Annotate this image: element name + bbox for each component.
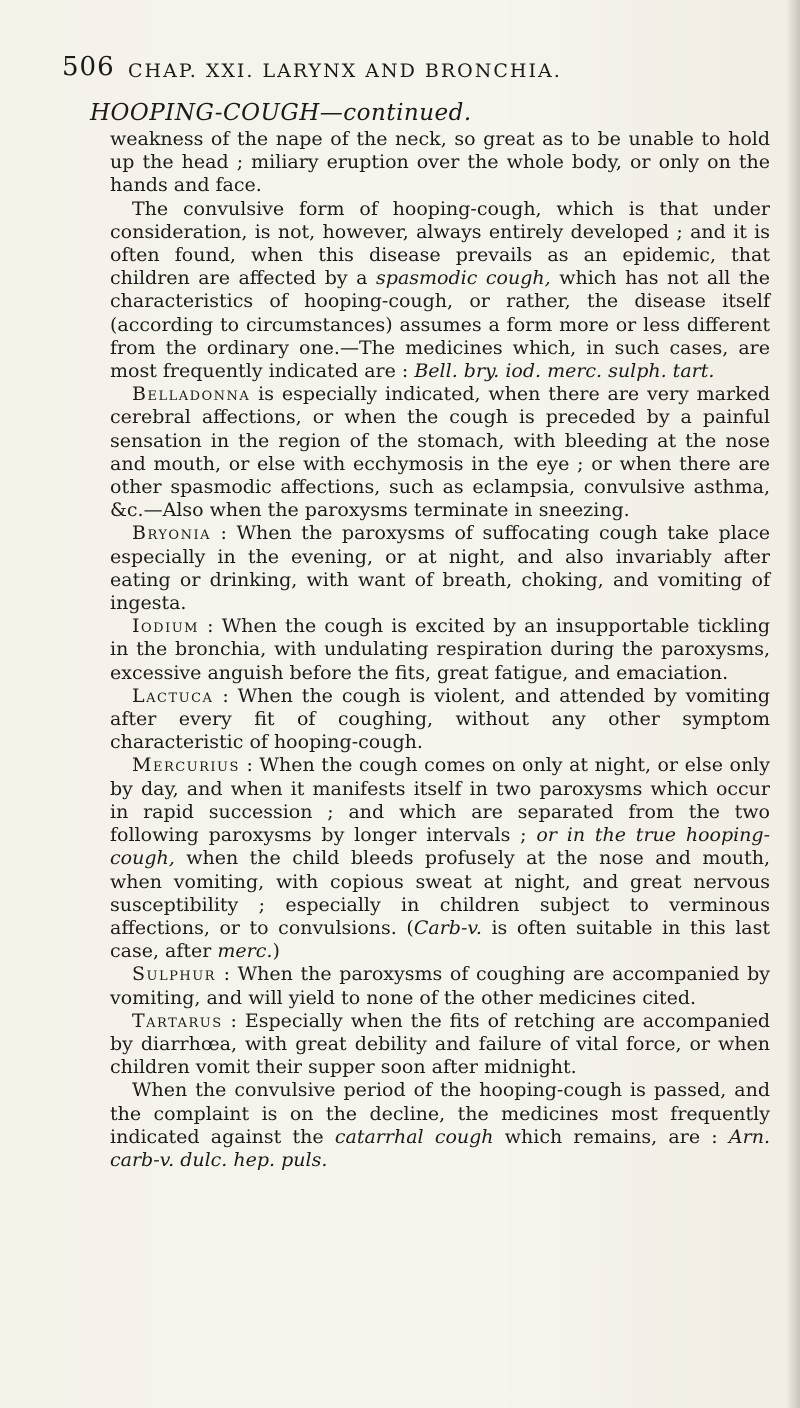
remedy-name: Sulphur [132, 963, 216, 986]
remedy-name: Tartarus [132, 1009, 223, 1032]
paragraph-tartarus: Tartarus : Especially when the fits of retching are accompanied by diarrhœa, with great debility and failure of vital force, or when children vomit their supper soon after midnight. [110, 1009, 770, 1079]
paragraph-iodium: Iodium : When the cough is excited by an insupportable tickling in the bronchia, with undulating respiration during the paroxysms, excessive anguish before the fits, great fatigue, and emaciation. [110, 615, 770, 684]
remedy-name: Bryonia [132, 522, 211, 545]
running-head: CHAP. XXI. LARYNX AND BRONCHIA. [128, 60, 562, 82]
body-text [110, 128, 770, 1172]
paragraph-lactuca: Lactuca : When the cough is violent, and attended by vomiting after every fit of coughing, without any other symptom characteristic of hooping-cough. [110, 684, 770, 754]
remedy-name: Iodium [132, 615, 199, 638]
paragraph-mercurius: Mercurius : When the cough comes on only at night, or else only by day, and when it manifests itself in two paroxysms which occur in rapid succession ; and which are separated from the two following paroxysms by longer intervals ; or in the true hooping-cough, when the child bleeds profusely at the nose and mouth, when vomiting, with copious sweat at night, and great nervous susceptibility ; especially in children subject to verminous affections, or to convulsions. (Carb-v. is often suitable in this last case, after merc.) [110, 754, 771, 963]
paragraph-continuation: weakness of the nape of the neck, so great as to be unable to hold up the head ; miliary eruption over the whole body, or only on the hands and face. [110, 128, 770, 197]
page-number: 506 [62, 52, 115, 82]
remedy-name: Lactuca [132, 684, 214, 707]
remedy-name: Belladonna [132, 383, 251, 406]
paragraph-convulsive-form: The convulsive form of hooping-cough, which is that under consideration, is not, however, always entirely developed ; and it is often found, when this disease prevails as an epidemic, that children are affected by a spasmodic cough, which has not all the characteristics of hooping-cough, or rather, the disease itself (according to circumstances) assumes a form more or less different from the ordinary one.—The medicines which, in such cases, are most frequently indicated are : Bell. bry. iod. merc. sulph. tart. [110, 197, 770, 383]
paragraph-belladonna: Belladonna is especially indicated, when there are very marked cerebral affections, or when the cough is preceded by a painful sensation in the region of the stomach, with bleeding at the nose and mouth, or else with ecchymosis in the eye ; or when there are other spasmodic affections, such as eclampsia, convulsive asthma, &c.—Also when the paroxysms terminate in sneezing. [110, 383, 770, 522]
paragraph-sulphur: Sulphur : When the paroxysms of coughing are accompanied by vomiting, and will yield to none of the other medicines cited. [110, 963, 770, 1009]
section-title: HOOPING-COUGH—continued. [90, 100, 472, 126]
paragraph-decline: When the convulsive period of the hooping-cough is passed, and the complaint is on the decline, the medicines most frequently indicated against the catarrhal cough which remains, are : Arn. carb-v. dulc. hep. puls. [110, 1079, 770, 1171]
paragraph-bryonia: Bryonia : When the paroxysms of suffocating cough take place especially in the evening, or at night, and also invariably after eating or drinking, with want of breath, choking, and vomiting of ingesta. [110, 522, 770, 615]
page-header [62, 52, 762, 92]
page-edge-shadow [786, 0, 800, 1408]
remedy-name: Mercurius [132, 754, 240, 777]
